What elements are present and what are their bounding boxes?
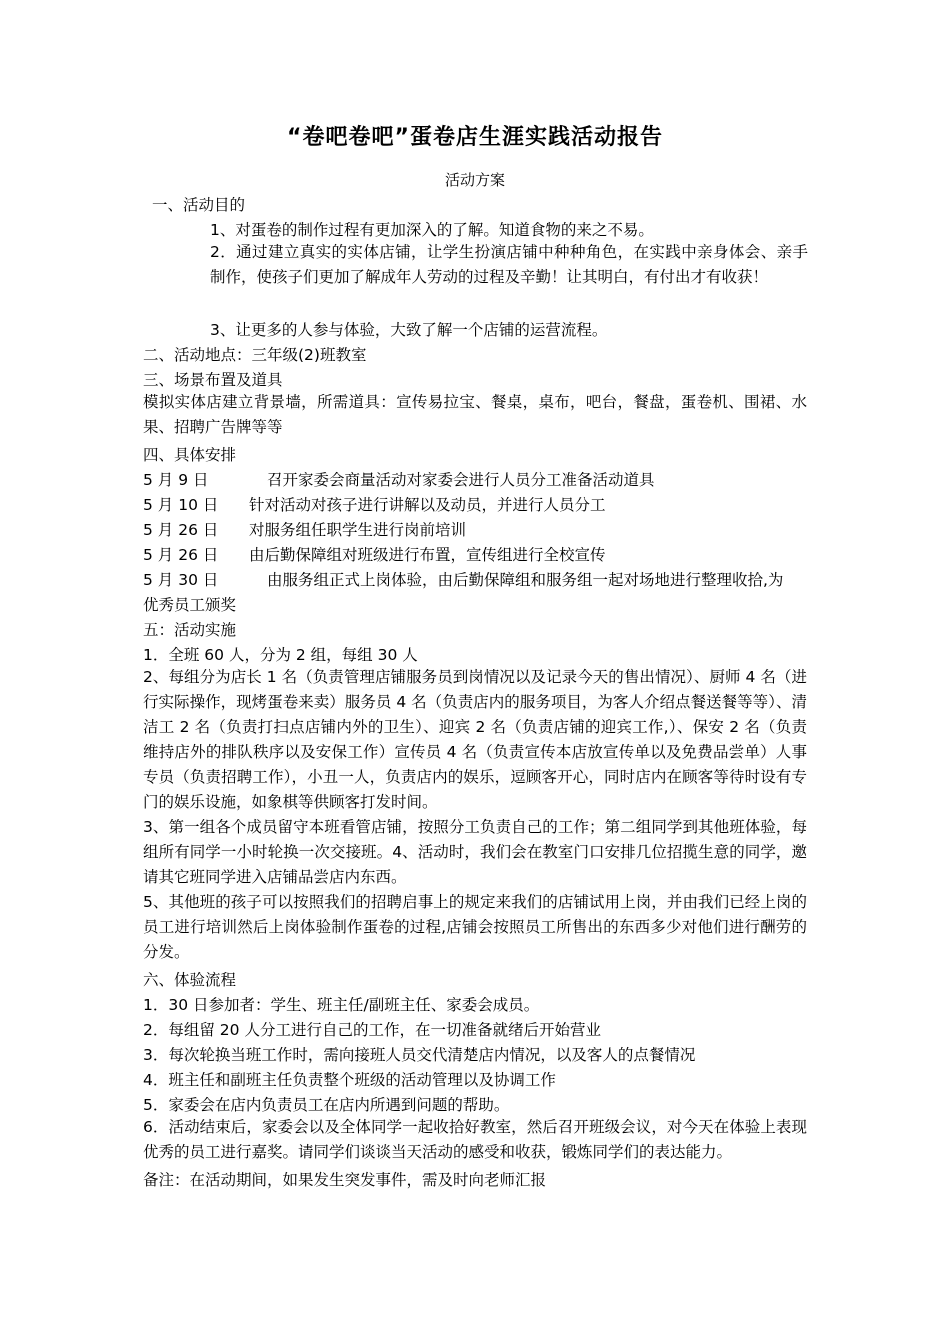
schedule-date: 5 月 26 日 [143,521,219,539]
list-item: 2．每组留 20 人分工进行自己的工作，在一切准备就绪后开始营业 [143,1021,601,1039]
list-item: 3、让更多的人参与体验，大致了解一个店铺的运营流程。 [210,321,608,339]
list-item: 4．班主任和副班主任负责整个班级的活动管理以及协调工作 [143,1071,556,1089]
schedule-row [143,568,783,590]
list-item: 1、对蛋卷的制作过程有更加深入的了解。知道食物的来之不易。 [210,221,654,239]
section-heading: 一、活动目的 [152,196,246,214]
note: 备注：在活动期间，如果发生突发事件，需及时向老师汇报 [143,1171,547,1189]
list-item: 3、第一组各个成员留守本班看管店铺，按照分工负责自己的工作；第二组同学到其他班体验，每组所有同学一小时轮换一次交接班。4、活动时，我们会在教室门口安排几位招揽生意的同学，邀请其它班同学进入店铺品尝店内东西。 [143,818,807,886]
section-heading: 二、活动地点：三年级(2)班教室 [143,346,367,364]
schedule-date: 5 月 10 日 [143,496,219,514]
document-subtitle: 活动方案 [444,171,505,189]
schedule-task: 由服务组正式上岗体验，由后勤保障组和服务组一起对场地进行整理收拾,为 [267,571,784,589]
list-item: 6．活动结束后，家委会以及全体同学一起收拾好教室，然后召开班级会议，对今天在体验上表现优秀的员工进行嘉奖。请同学们谈谈当天活动的感受和收获，锻炼同学们的表达能力。 [143,1118,807,1161]
section-heading: 四、具体安排 [143,446,237,464]
list-item: 3．每次轮换当班工作时，需向接班人员交代清楚店内情况，以及客人的点餐情况 [143,1046,696,1064]
schedule-date: 5 月 9 日 [143,471,209,489]
schedule-date: 5 月 30 日 [143,571,219,589]
list-item: 2、每组分为店长 1 名（负责管理店铺服务员到岗情况以及记录今天的售出情况）、厨师 4 名（进行实际操作，现烤蛋卷来卖）服务员 4 名（负责店内的服务项目，为客人介绍点餐送餐等等）、清洁工 2 名（负责打扫点店铺内外的卫生）、迎宾 2 名（负责店铺的迎宾工作,）、保安 2 名（负责维持店外的排队秩序以及安保工作）宣传员 4 名（负责宣传本店放宣传单以及免费品尝单）人事专员（负责招聘工作），小丑一人，负责店内的娱乐，逗顾客开心，同时店内在顾客等待时设有专门的娱乐设施，如象棋等供顾客打发时间。 [143,668,807,811]
section-heading: 五：活动实施 [143,621,237,639]
schedule-continuation: 优秀员工颁奖 [143,596,237,614]
paragraph: 模拟实体店建立背景墙，所需道具：宣传易拉宝、餐桌，桌布，吧台，餐盘，蛋卷机、围裙、水果、招聘广告牌等等 [143,393,807,436]
list-item: 2．通过建立真实的实体店铺，让学生扮演店铺中种种角色，在实践中亲身体会、亲手制作，使孩子们更加了解成年人劳动的过程及辛勤！让其明白，有付出才有收获！ [210,243,808,286]
schedule-task: 由后勤保障组对班级进行布置，宣传组进行全校宣传 [249,546,606,564]
list-item: 5．家委会在店内负责员工在店内所遇到问题的帮助。 [143,1096,510,1114]
schedule-row [143,468,655,490]
document-title: “卷吧卷吧”蛋卷店生涯实践活动报告 [287,125,663,150]
list-item: 1．全班 60 人，分为 2 组，每组 30 人 [143,646,418,664]
schedule-task: 召开家委会商量活动对家委会进行人员分工准备活动道具 [267,471,655,489]
schedule-row [143,493,606,515]
section-heading: 三、场景布置及道具 [143,371,283,389]
schedule-task: 对服务组任职学生进行岗前培训 [249,521,467,539]
section-heading: 六、体验流程 [143,971,237,989]
schedule-row [143,518,466,540]
list-item: 1．30 日参加者：学生、班主任/副班主任、家委会成员。 [143,996,540,1014]
schedule-task: 针对活动对孩子进行讲解以及动员，并进行人员分工 [249,496,606,514]
list-item: 5、其他班的孩子可以按照我们的招聘启事上的规定来我们的店铺试用上岗，并由我们已经上岗的员工进行培训然后上岗体验制作蛋卷的过程,店铺会按照员工所售出的东西多少对他们进行酬劳的分发。 [143,893,807,961]
schedule-date: 5 月 26 日 [143,546,219,564]
schedule-row [143,543,606,565]
